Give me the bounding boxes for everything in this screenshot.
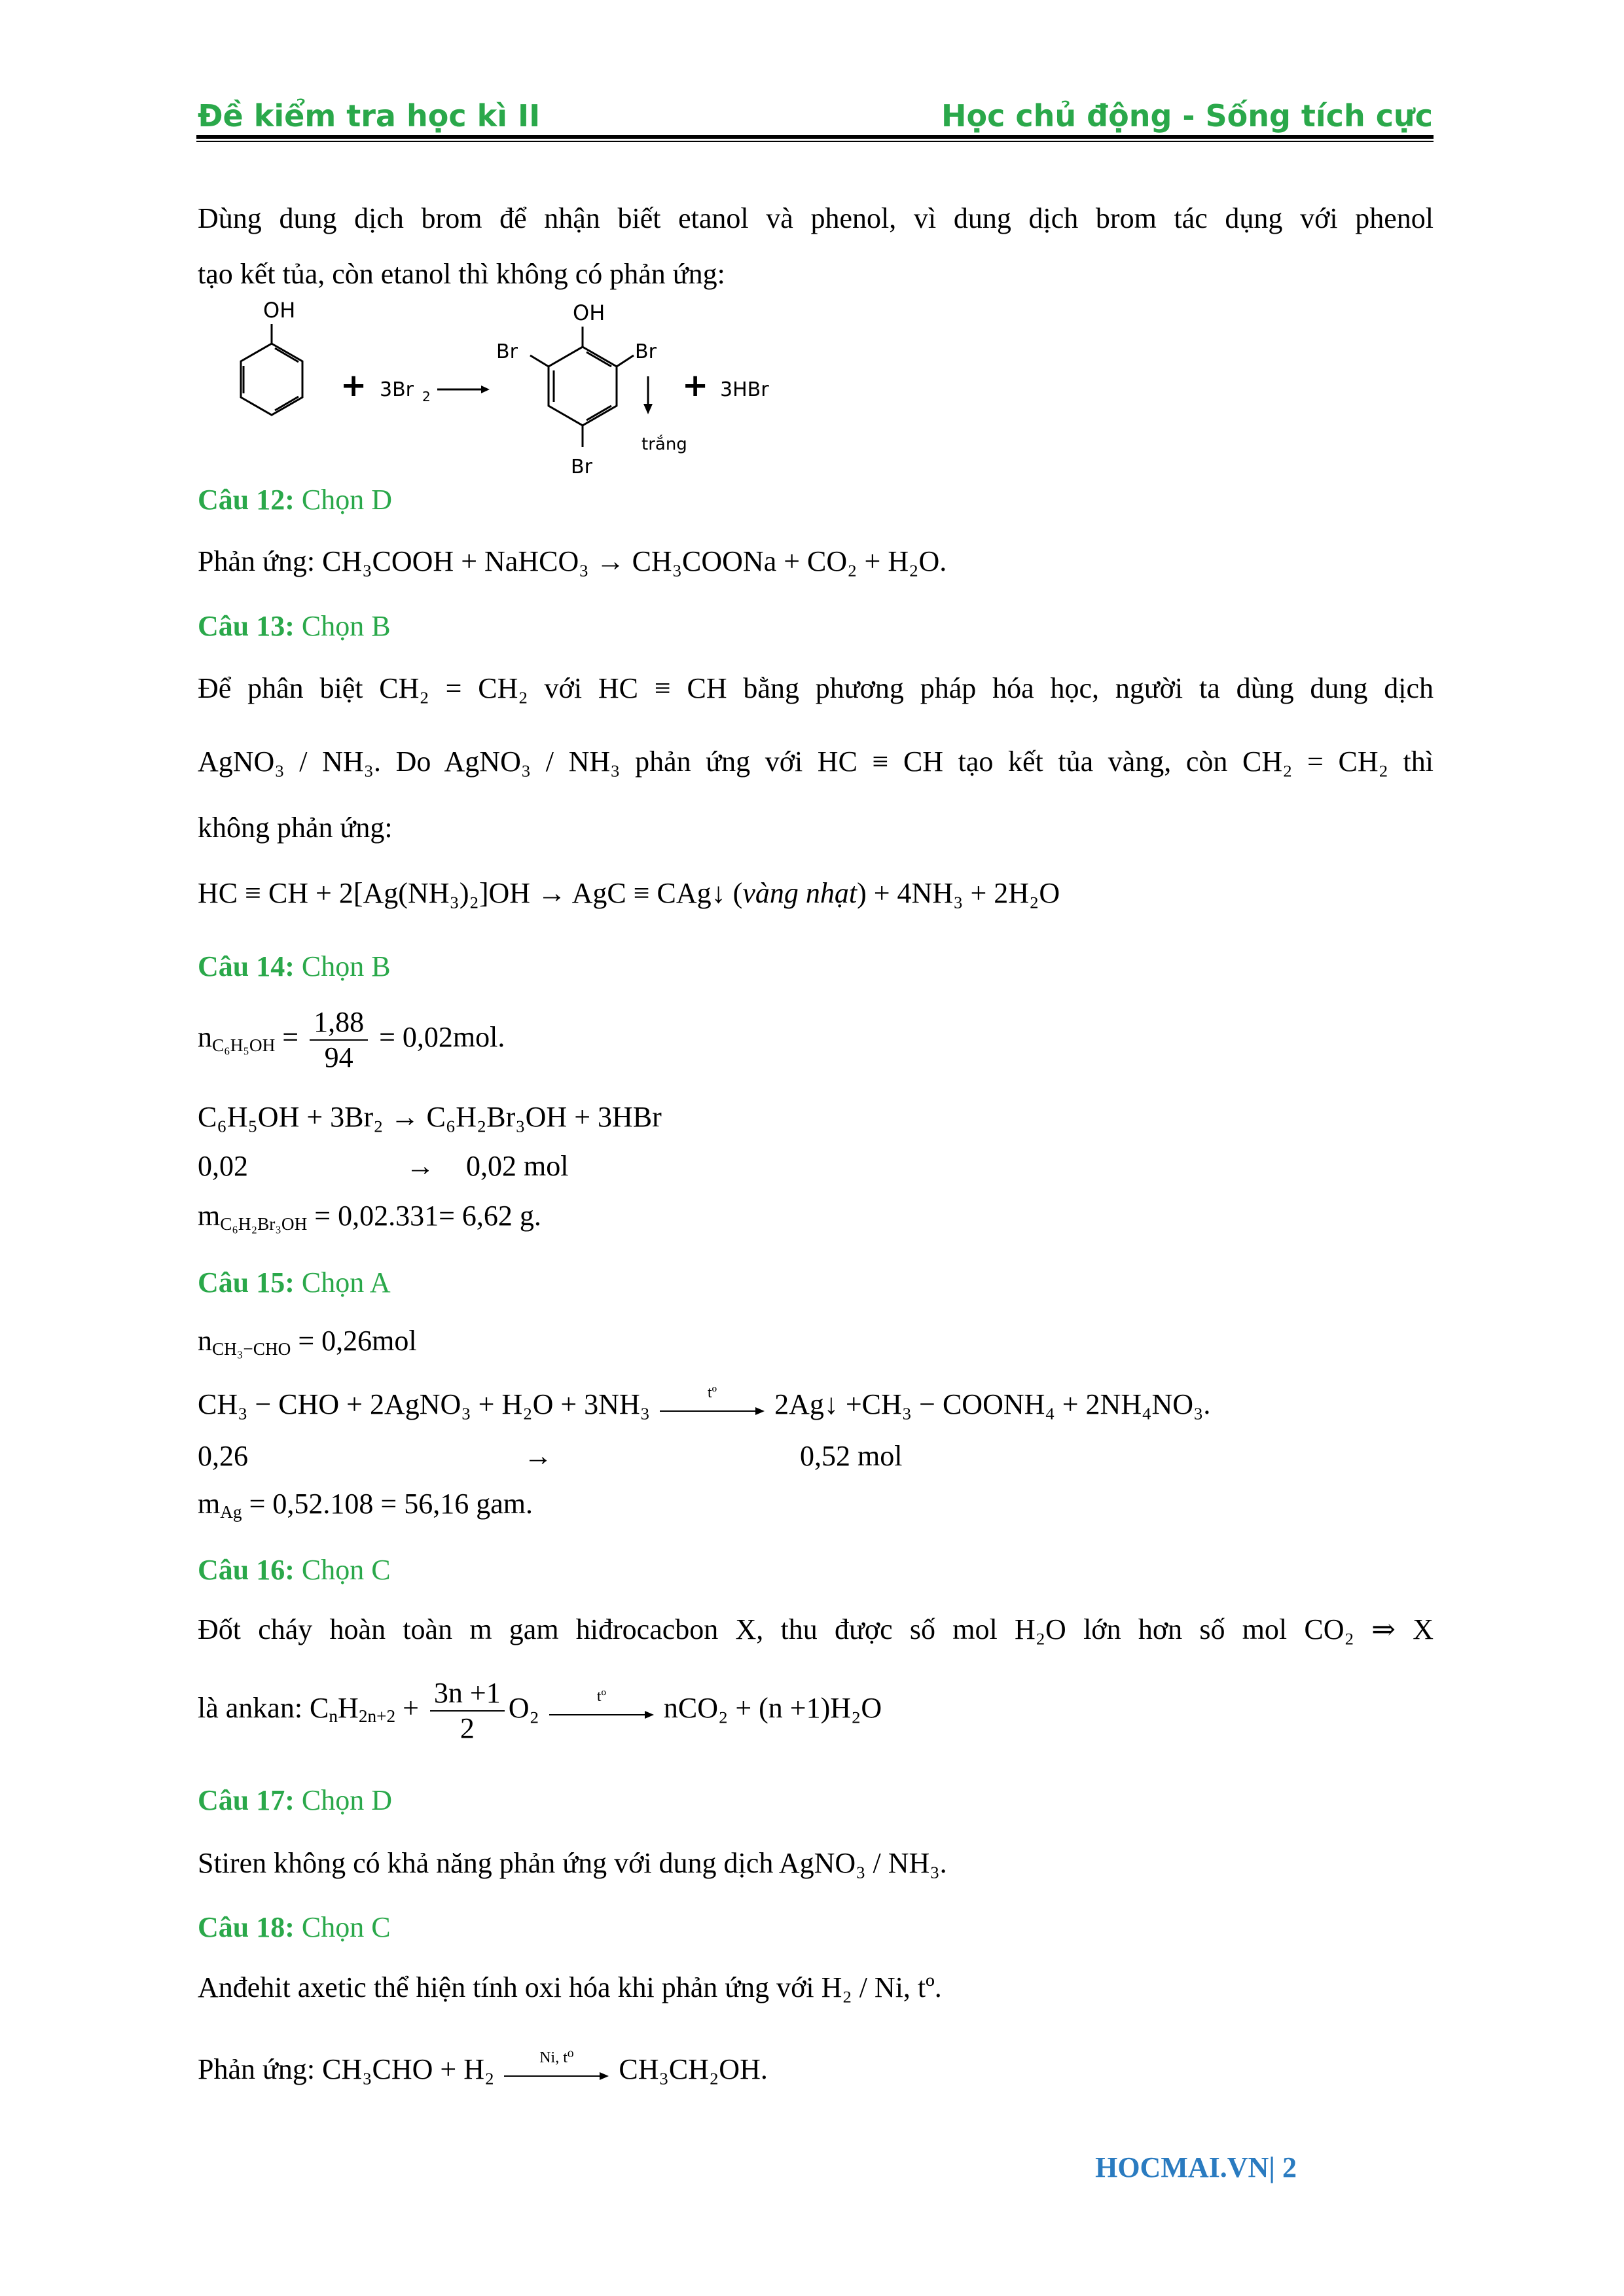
q16-plus: + [403,1692,419,1725]
q15-label: Câu 15: [198,1266,295,1299]
q18-arrow [504,2049,609,2085]
q14-m: m [198,1200,221,1232]
q16-heading [198,1556,391,1585]
product-oh-label: OH [573,300,605,325]
plus-2: + [682,367,709,404]
tribromophenol-ring [530,327,634,447]
q15-n: n [198,1325,212,1357]
q14-equation: C₆H₅OH + 3Br₂ → C₆H₂Br₃OH + 3HBr [198,1101,662,1133]
q16-equation [198,1679,882,1743]
q17-heading [198,1786,392,1815]
phenol-oh-label: OH [263,298,296,323]
q16-den: 2 [460,1712,475,1744]
q14-fraction [310,1008,368,1072]
q13-line-2: AgNO₃ / NH₃. Do AgNO₃ / NH₃ phản ứng với HC ≡ CH tạo kết tủa vàng, còn CH₂ = CH₂ thì [198,745,1434,778]
q16-line-1: Đốt cháy hoàn toàn m gam hiđrocacbon X, thu được số mol H₂O lớn hơn số mol CO₂ ⇒ X [198,1613,1434,1645]
br-left-label: Br [496,340,518,363]
q15-heading [198,1268,391,1297]
q18-label: Câu 18: [198,1911,295,1943]
q16-pre: là ankan: C [198,1692,329,1725]
q18-eq-right: CH₃CH₂OH. [619,2053,768,2085]
q14-mol-left: 0,02 [198,1150,248,1182]
q13-line-3: không phản ứng: [198,812,393,844]
q18-eq-left: Phản ứng: CH₃CHO + H₂ [198,2053,495,2085]
q13-eq-right: ) + 4NH₃ + 2H₂O [857,877,1060,909]
q16-o2: O₂ [508,1692,539,1725]
q15-answer: Chọn A [301,1266,391,1299]
q15-moles [198,1325,417,1359]
intro-line-1: Dùng dung dịch brom để nhận biết etanol và phenol, vì dung dịch brom tác dụng với phenol [198,202,1434,234]
q13-label: Câu 13: [198,610,295,642]
q16-fraction [430,1679,505,1743]
q15-n-rhs: = 0,26mol [298,1325,417,1357]
q14-m-sub: C₆H₂Br₃OH [220,1213,308,1234]
precipitate-label: trắng [641,435,687,454]
reagent-subscript: 2 [422,389,431,404]
q13-eq-italic: vàng nhạt [742,877,857,909]
header-rule-thin [196,141,1434,142]
q16-num: 3n +1 [430,1679,505,1712]
reagent-label: 3Br [380,378,414,401]
q14-mol-arrow: → [406,1150,435,1182]
phenol-bromination-diagram [216,298,805,488]
plus-1: + [340,367,367,404]
q12-label: Câu 12: [198,484,295,516]
br-bottom-label: Br [571,456,592,478]
q14-answer: Chọn B [301,950,391,982]
q16-arrow-label: tº [596,1688,606,1705]
q15-m-rhs: = 0,52.108 = 56,16 gam. [249,1488,533,1520]
q15-mol-left: 0,26 [198,1440,248,1472]
q16-h-sub: 2n+2 [358,1706,396,1726]
q12-heading [198,486,392,514]
intro-line-2: tạo kết tủa, còn etanol thì không có phản ứng: [198,258,725,290]
q14-n-rhs: = 0,02mol. [379,1021,505,1054]
header-rule [196,135,1434,139]
q18-answer: Chọn C [301,1911,391,1943]
q16-post: nCO₂ + (n +1)H₂O [663,1692,882,1725]
q15-eq-right: 2Ag↓ +CH₃ − COONH₄ + 2NH₄NO₃. [774,1388,1211,1420]
q12-reaction: Phản ứng: CH₃COOH + NaHCO₃ → CH₃COONa + CO₂ + H₂O. [198,545,947,577]
q15-eq-left: CH₃ − CHO + 2AgNO₃ + H₂O + 3NH₃ [198,1388,651,1420]
hbr-label: 3HBr [720,378,769,401]
q14-mol-right: 0,02 mol [466,1150,569,1182]
q16-c-sub: n [329,1706,338,1726]
q17-text: Stiren không có khả năng phản ứng với dung dịch AgNO₃ / NH₃. [198,1847,947,1879]
q14-m-rhs: = 0,02.331= 6,62 g. [314,1200,541,1232]
q17-label: Câu 17: [198,1784,295,1816]
q14-moles: $n_{C_6H_5OH}$ = $\frac{1,88}{94}$ = 0,02mol. [198,1006,505,1073]
q15-arrow-label: tº [708,1384,717,1401]
q14-num: 1,88 [310,1008,368,1041]
br-right-label: Br [635,340,657,363]
q16-arrow [549,1688,654,1724]
q15-mol-right: 0,52 mol [800,1440,903,1472]
q14-n-sub: C₆H₅OH [212,1035,276,1055]
q17-answer: Chọn D [301,1784,393,1816]
q18-heading [198,1913,391,1942]
q15-equation [198,1384,1211,1420]
q15-m-sub: Ag [220,1501,242,1522]
q14-heading [198,952,391,981]
header-slogan: Học chủ động - Sống tích cực [941,98,1433,134]
q15-mass [198,1488,533,1522]
q16-h: H [338,1692,359,1725]
q15-arrow [660,1384,765,1420]
q18-line-1: Anđehit axetic thể hiện tính oxi hóa khi phản ứng với H₂ / Ni, tº. [198,1971,942,2003]
q16-answer: Chọn C [301,1554,391,1586]
q18-equation [198,2049,768,2085]
q13-heading [198,612,391,641]
q15-mol-arrow: → [524,1440,552,1472]
q14-n: n [198,1021,212,1054]
q18-arrow-label: Ni, t⁰ [539,2049,574,2066]
q15-m: m [198,1488,221,1520]
q13-line-1: Để phân biệt CH₂ = CH₂ với HC ≡ CH bằng phương pháp hóa học, người ta dùng dung dịch [198,672,1434,704]
page-footer: HOCMAI.VN| 2 [1095,2151,1297,2183]
q14-label: Câu 14: [198,950,295,982]
q14-mass [198,1200,541,1234]
q13-eq-left: HC ≡ CH + 2[Ag(NH₃)₂]OH → AgC ≡ CAg↓ ( [198,877,743,909]
q12-answer: Chọn D [301,484,393,516]
header-title: Đề kiểm tra học kì II [198,98,541,134]
q15-n-sub: CH₃−CHO [212,1338,291,1359]
q13-equation [198,879,1060,908]
q14-den: 94 [324,1041,353,1073]
q13-answer: Chọn B [301,610,391,642]
q16-label: Câu 16: [198,1554,295,1586]
phenol-ring [241,324,302,415]
